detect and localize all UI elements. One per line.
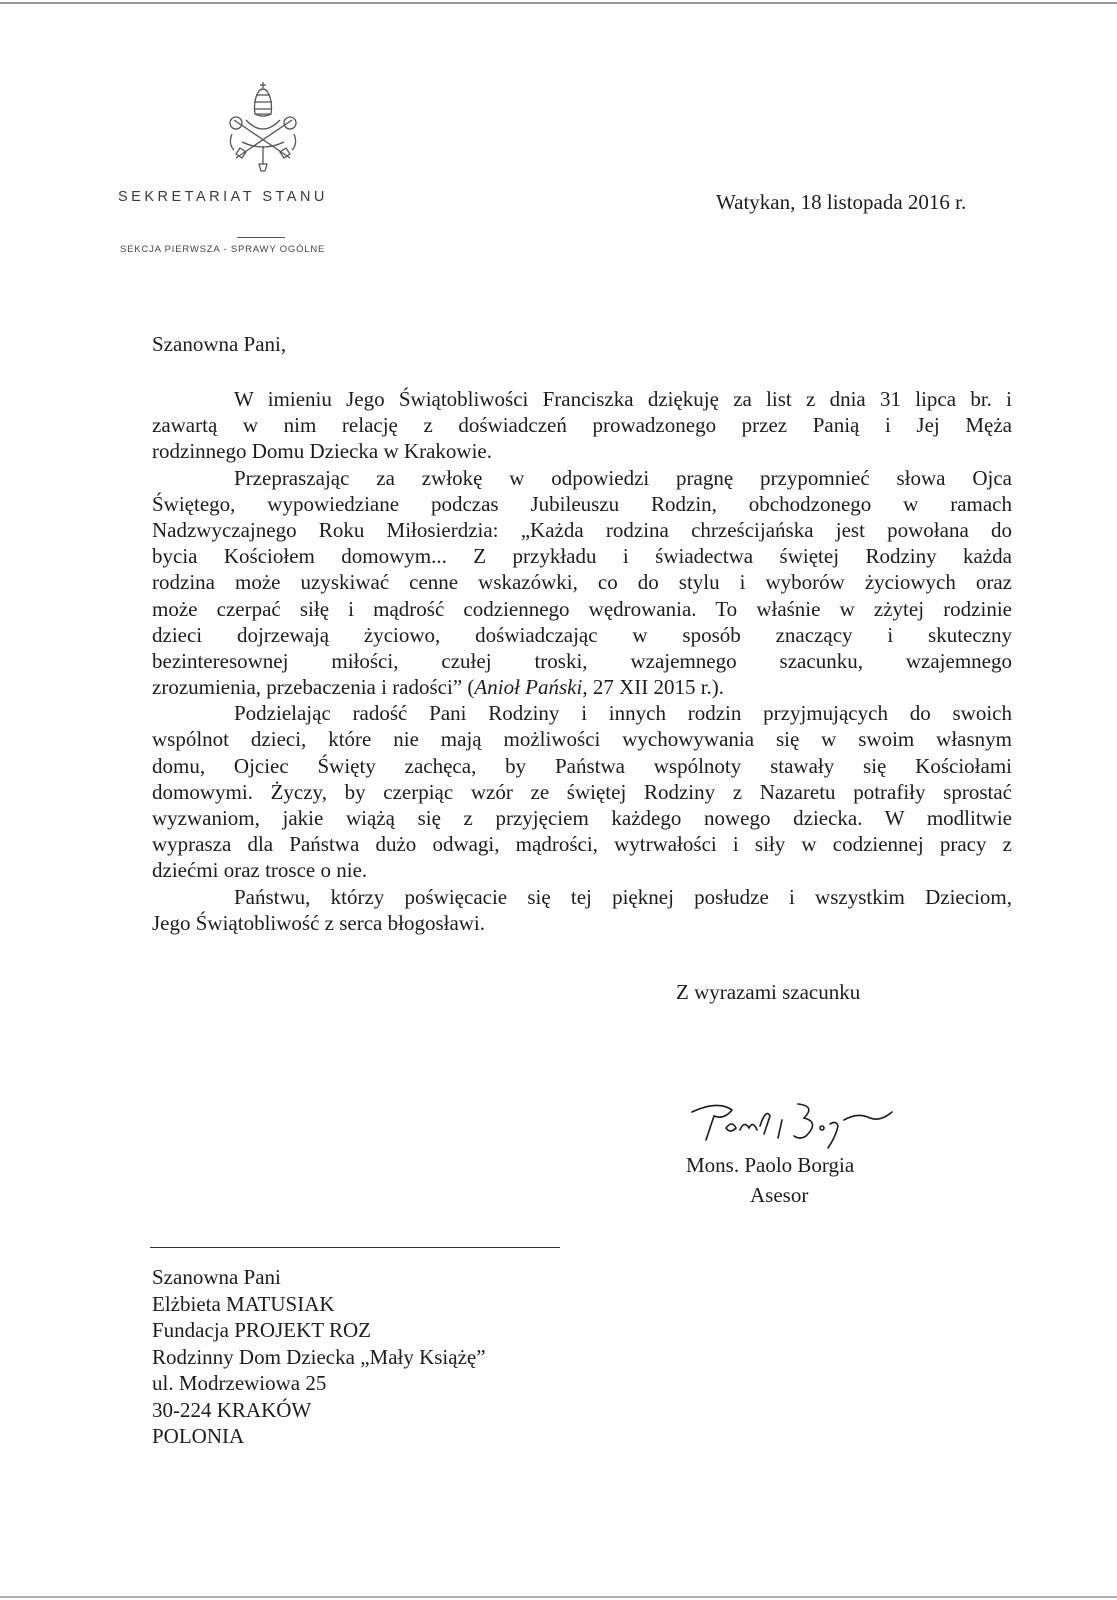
- address-line: POLONIA: [152, 1424, 245, 1448]
- body-line: rodzinnego Domu Dziecka w Krakowie.: [152, 439, 492, 464]
- address-divider: [150, 1247, 560, 1248]
- body-line: W imieniu Jego Świątobliwości Franciszka dziękuję za list z dnia 31 lipca br. i: [234, 387, 1012, 411]
- signatory-title: Asesor: [750, 1183, 809, 1207]
- body-line: zawartą w nim relację z doświadczeń prowadzonego przez Panią i Jej Męża: [152, 413, 1012, 438]
- body-line: Świętego, wypowiedziane podczas Jubileuszu Rodzin, obchodzonego w ramach: [152, 491, 1012, 516]
- recipient-address: [152, 1264, 486, 1450]
- body-line: wyprasza dla Państwa dużo odwagi, mądrości, wytrwałości i siły w codziennej pracy z: [152, 832, 1012, 857]
- address-line: 30-224 KRAKÓW: [152, 1397, 312, 1422]
- papal-crest-icon: [222, 80, 304, 174]
- body-line: Podzielając radość Pani Rodziny i innych rodzin przyjmujących do swoich: [234, 701, 1012, 726]
- body-line: bycia Kościołem domowym... Z przykładu i świadectwa świętej Rodziny każda: [152, 544, 1012, 569]
- quote-date: , 27 XII 2015 r.).: [582, 675, 725, 700]
- salutation: Szanowna Pani,: [152, 332, 287, 356]
- body-line: Jego Świątobliwość z serca błogosławi.: [152, 910, 486, 935]
- body-line: wspólnot dzieci, które nie mają możliwości wychowywania się w swoim własnym: [152, 727, 1012, 752]
- department-name: SEKRETARIAT STANU: [118, 189, 328, 205]
- address-line: Elżbieta MATUSIAK: [152, 1291, 335, 1316]
- body-line: Państwu, którzy poświęcacie się tej pięknej posłudze i wszystkim Dzieciom,: [234, 884, 1012, 909]
- address-line: Rodzinny Dom Dziecka „Mały Książę”: [152, 1344, 486, 1369]
- quote-end-text: zrozumienia, przebaczenia i radości” (: [152, 675, 475, 700]
- bottom-edge-line: [0, 1596, 1117, 1598]
- section-name: SEKCJA PIERWSZA - SPRAWY OGÓLNE: [120, 244, 326, 255]
- body-line: Nadzwyczajnego Roku Miłosierdzia: „Każda rodzina chrześcijańska jest powołana do: [152, 517, 1012, 542]
- address-line: Szanowna Pani: [152, 1265, 281, 1289]
- body-line: dziećmi oraz trosce o nie.: [152, 858, 368, 883]
- body-line: domowymi. Życzy, by czerpiąc wzór ze świętej Rodziny z Nazaretu potrafiły sprostać: [152, 779, 1012, 804]
- top-edge-line: [0, 2, 1117, 4]
- body-line: [152, 674, 1012, 700]
- body-line: domu, Ojciec Święty zachęca, by Państwa wspólnoty stawały się Kościołami: [152, 753, 1012, 778]
- body-line: Przepraszając za zwłokę w odpowiedzi pragnę przypomnieć słowa Ojca: [234, 465, 1012, 490]
- signatory-name: Mons. Paolo Borgia: [686, 1153, 855, 1177]
- quote-source: Anioł Pański: [474, 675, 583, 700]
- body-line: rodzina może uzyskiwać cenne wskazówki, co do stylu i wyborów życiowych oraz: [152, 570, 1012, 595]
- body-line: wyzwaniom, jakie wiążą się z przyjęciem każdego nowego dziecka. W modlitwie: [152, 806, 1012, 830]
- body-line: bezinteresownej miłości, czułej troski, wzajemnego szacunku, wzajemnego: [152, 648, 1012, 673]
- header-divider: [237, 237, 285, 238]
- body-line: dzieci dojrzewają życiowo, doświadczając w sposób znaczący i skuteczny: [152, 622, 1012, 647]
- handwritten-signature: [688, 1098, 894, 1154]
- letter-body: [152, 386, 1012, 936]
- letter-date: Watykan, 18 listopada 2016 r.: [716, 190, 967, 214]
- address-line: ul. Modrzewiowa 25: [152, 1371, 327, 1395]
- address-line: Fundacja PROJEKT ROZ: [152, 1318, 371, 1342]
- body-line: może czerpać siłę i mądrość codziennego wędrowania. To właśnie w zżytej rodzinie: [152, 596, 1012, 621]
- closing-phrase: Z wyrazami szacunku: [676, 980, 861, 1004]
